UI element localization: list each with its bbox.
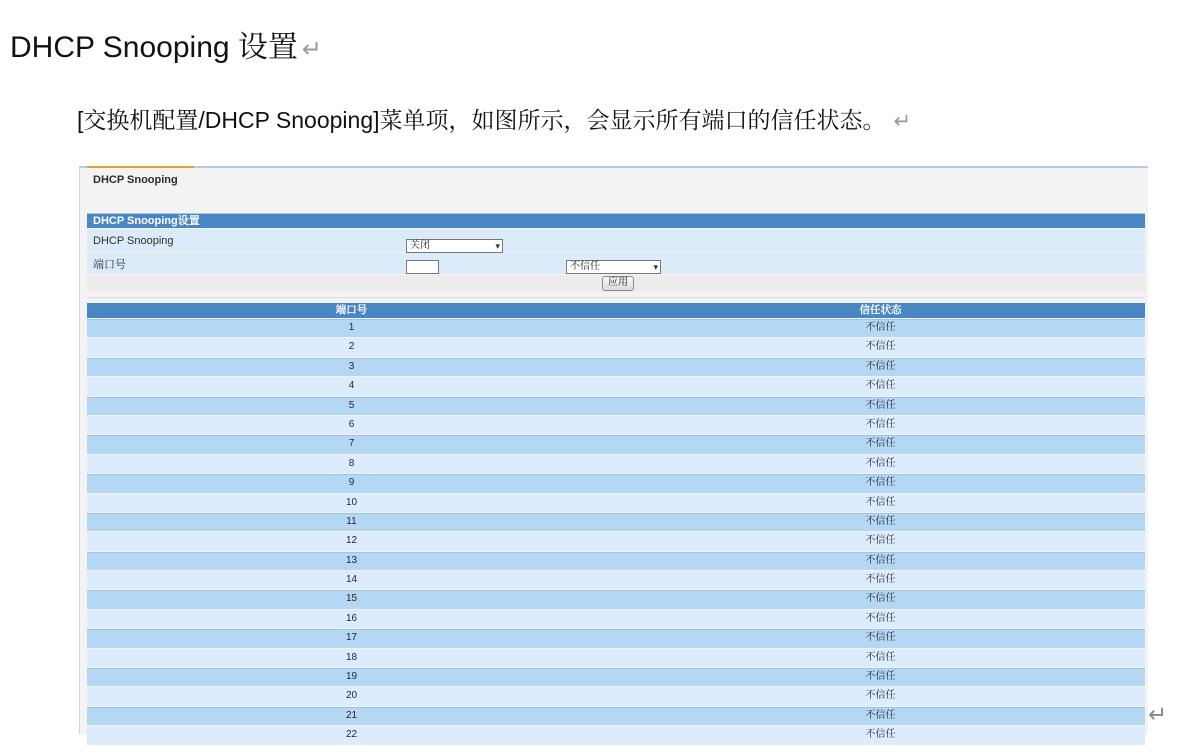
port-table-body bbox=[87, 319, 1145, 746]
status-cell: 不信任 bbox=[865, 477, 896, 489]
status-cell: 不信任 bbox=[865, 709, 896, 721]
status-cell: 不信任 bbox=[865, 632, 896, 644]
table-row bbox=[87, 668, 1145, 686]
port-cell: 12 bbox=[345, 535, 358, 547]
status-cell: 不信任 bbox=[865, 554, 896, 566]
table-row bbox=[87, 397, 1145, 415]
port-cell: 14 bbox=[345, 574, 358, 586]
table-row bbox=[87, 474, 1145, 492]
table-row bbox=[87, 629, 1145, 647]
table-row bbox=[87, 649, 1145, 667]
status-cell: 不信任 bbox=[865, 612, 896, 624]
active-tab-accent bbox=[87, 166, 194, 168]
status-cell: 不信任 bbox=[865, 671, 896, 683]
status-cell: 不信任 bbox=[865, 341, 896, 353]
table-row bbox=[87, 494, 1145, 512]
section-header-bar bbox=[87, 213, 1145, 228]
status-cell: 不信任 bbox=[865, 380, 896, 392]
page-title bbox=[10, 22, 322, 66]
port-cell: 2 bbox=[348, 341, 355, 353]
table-row bbox=[87, 707, 1145, 725]
section-title: DHCP Snooping设置 bbox=[93, 215, 200, 227]
port-cell: 5 bbox=[348, 399, 355, 411]
port-cell: 9 bbox=[348, 477, 355, 489]
port-cell: 22 bbox=[345, 729, 358, 741]
body-paragraph bbox=[77, 102, 911, 135]
port-cell: 8 bbox=[348, 457, 355, 469]
port-cell: 18 bbox=[345, 651, 358, 663]
status-cell: 不信任 bbox=[865, 399, 896, 411]
table-row bbox=[87, 435, 1145, 453]
return-mark-icon: ↵ bbox=[1148, 701, 1168, 727]
dhcp-snooping-select[interactable] bbox=[406, 239, 503, 253]
dhcp-snooping-label: DHCP Snooping bbox=[93, 234, 174, 247]
table-row bbox=[87, 513, 1145, 531]
table-row bbox=[87, 319, 1145, 337]
status-cell: 不信任 bbox=[865, 322, 896, 333]
status-cell: 不信任 bbox=[865, 574, 896, 586]
port-cell: 4 bbox=[348, 380, 355, 392]
table-row bbox=[87, 726, 1145, 744]
status-cell: 不信任 bbox=[865, 729, 896, 741]
status-cell: 不信任 bbox=[865, 515, 896, 527]
screenshot-top-border bbox=[80, 166, 1148, 168]
port-cell: 20 bbox=[345, 690, 358, 702]
table-row bbox=[87, 377, 1145, 395]
status-column-header: 信任状态 bbox=[859, 304, 902, 316]
status-cell: 不信任 bbox=[865, 535, 896, 547]
return-mark-icon: ↵ bbox=[893, 110, 912, 133]
apply-button[interactable]: 应用 bbox=[602, 276, 634, 291]
status-cell: 不信任 bbox=[865, 690, 896, 702]
form-table-divider bbox=[87, 297, 1145, 298]
trust-state-select[interactable] bbox=[566, 260, 661, 274]
port-cell: 1 bbox=[348, 322, 355, 333]
return-mark-icon: ↵ bbox=[301, 36, 323, 63]
port-cell: 3 bbox=[348, 360, 355, 372]
port-cell: 21 bbox=[345, 709, 358, 721]
table-row bbox=[87, 590, 1145, 608]
dhcp-snooping-select-value: 关闭 bbox=[410, 240, 430, 251]
table-row bbox=[87, 532, 1145, 550]
status-cell: 不信任 bbox=[865, 438, 896, 450]
table-row bbox=[87, 610, 1145, 628]
port-cell: 6 bbox=[348, 418, 355, 430]
port-number-label: 端口号 bbox=[93, 258, 126, 271]
status-cell: 不信任 bbox=[865, 418, 896, 430]
status-cell: 不信任 bbox=[865, 457, 896, 469]
status-cell: 不信任 bbox=[865, 651, 896, 663]
port-column-header: 端口号 bbox=[335, 304, 368, 316]
table-row bbox=[87, 358, 1145, 376]
table-row bbox=[87, 455, 1145, 473]
port-cell: 11 bbox=[346, 515, 357, 527]
embedded-screenshot bbox=[79, 166, 1148, 741]
chevron-down-icon: ▾ bbox=[495, 241, 500, 251]
status-cell: 不信任 bbox=[865, 360, 896, 372]
status-cell: 不信任 bbox=[865, 593, 896, 605]
chevron-down-icon: ▾ bbox=[653, 262, 658, 272]
table-row bbox=[87, 552, 1145, 570]
table-row bbox=[87, 416, 1145, 434]
table-row bbox=[87, 687, 1145, 705]
status-cell: 不信任 bbox=[865, 496, 896, 508]
table-row bbox=[87, 338, 1145, 356]
port-table-header bbox=[87, 303, 1145, 318]
port-cell: 15 bbox=[345, 593, 358, 605]
port-number-input[interactable] bbox=[406, 260, 439, 274]
trust-state-select-value: 不信任 bbox=[570, 261, 600, 272]
port-cell: 16 bbox=[345, 612, 358, 624]
port-cell: 7 bbox=[348, 438, 355, 450]
port-cell: 19 bbox=[345, 671, 358, 683]
body-paragraph-text: [交换机配置/DHCP Snooping]菜单项，如图所示，会显示所有端口的信任状态。 bbox=[77, 107, 886, 133]
port-cell: 17 bbox=[345, 632, 358, 644]
table-row bbox=[87, 571, 1145, 589]
page-title-text: DHCP Snooping 设置 bbox=[10, 31, 298, 64]
tab-dhcp-snooping[interactable]: DHCP Snooping bbox=[93, 174, 178, 186]
port-cell: 10 bbox=[345, 496, 358, 508]
port-cell: 13 bbox=[345, 554, 358, 566]
form-row-dhcp-snooping bbox=[87, 229, 1145, 252]
